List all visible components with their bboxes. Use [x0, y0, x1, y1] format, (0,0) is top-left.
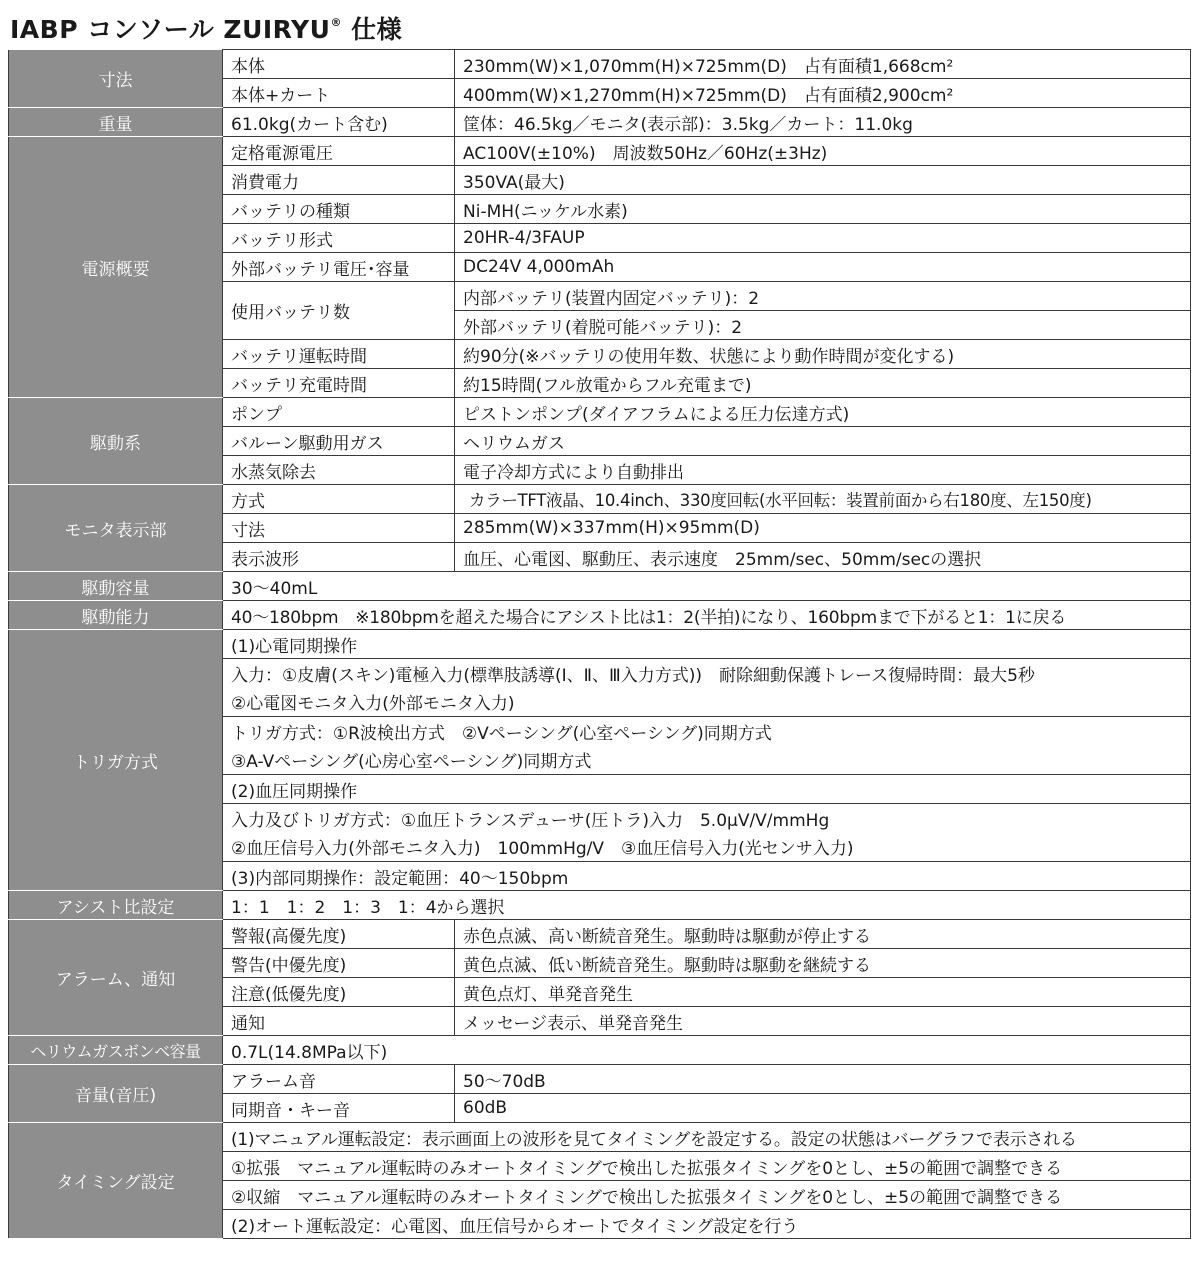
row-value: 電子冷却方式により自動排出	[455, 456, 1191, 485]
row-value: メッセージ表示、単発音発生	[455, 1007, 1191, 1036]
row-label: 警告(中優先度)	[223, 949, 455, 978]
timing-line: (2)オート運転設定：心電図、血圧信号からオートでタイミング設定を行う	[223, 1210, 1191, 1239]
trigger-line: 入力：①皮膚(スキン)電極入力(標準肢誘導(Ⅰ、Ⅱ、Ⅲ入力方式)) 耐除細動保護トレース復帰時間：最大5秒	[223, 659, 1191, 688]
table-row	[9, 398, 1191, 427]
title-main: IABP コンソール ZUIRYU	[10, 15, 331, 44]
row-value: 黄色点灯、単発音発生	[455, 978, 1191, 1007]
row-value: 内部バッテリ(装置内固定バッテリ)：2	[455, 282, 1191, 311]
row-label: 同期音・キー音	[223, 1094, 455, 1123]
row-label: 使用バッテリ数	[223, 282, 455, 340]
category-monitor: モニタ表示部	[9, 485, 223, 572]
trigger-line: ②血圧信号入力(外部モニタ入力) 100mmHg/V ③血圧信号入力(光センサ入力)	[223, 833, 1191, 862]
page-title	[10, 6, 403, 44]
row-value: 20HR-4/3FAUP	[455, 224, 1191, 253]
table-row	[9, 630, 1191, 659]
row-label: 注意(低優先度)	[223, 978, 455, 1007]
row-label: バッテリ運転時間	[223, 340, 455, 369]
category-dimensions: 寸法	[9, 50, 223, 108]
table-row	[9, 1123, 1191, 1152]
category-capacity: 駆動容量	[9, 572, 223, 601]
row-label: 通知	[223, 1007, 455, 1036]
row-value: 350VA(最大)	[455, 166, 1191, 195]
row-label: バルーン駆動用ガス	[223, 427, 455, 456]
title-suffix: 仕様	[351, 15, 403, 44]
table-row	[9, 50, 1191, 79]
row-label: 警報(高優先度)	[223, 920, 455, 949]
row-value: 1：1 1：2 1：3 1：4から選択	[223, 891, 1191, 920]
category-alarm: アラーム、通知	[9, 920, 223, 1036]
timing-line: ②収縮 マニュアル運転時のみオートタイミングで検出した拡張タイミングを0とし、±5の範囲で調整できる	[223, 1181, 1191, 1210]
trigger-line: ②心電図モニタ入力(外部モニタ入力)	[223, 688, 1191, 717]
row-label: 本体	[223, 50, 455, 79]
row-label: 方式	[223, 485, 455, 514]
trigger-line: ③A-Vペーシング(心房心室ペーシング)同期方式	[223, 746, 1191, 775]
trigger-line: トリガ方式：①R波検出方式 ②Vペーシング(心室ペーシング)同期方式	[223, 717, 1191, 746]
table-row	[9, 891, 1191, 920]
row-value: AC100V(±10%) 周波数50Hz／60Hz(±3Hz)	[455, 137, 1191, 166]
row-label: バッテリ充電時間	[223, 369, 455, 398]
row-label: 表示波形	[223, 543, 455, 572]
row-label: アラーム音	[223, 1065, 455, 1094]
row-value: 0.7L(14.8MPa以下)	[223, 1036, 1191, 1065]
table-row	[9, 601, 1191, 630]
category-weight: 重量	[9, 108, 223, 137]
row-value: 黄色点滅、低い断続音発生。駆動時は駆動を継続する	[455, 949, 1191, 978]
row-value: 285mm(W)×337mm(H)×95mm(D)	[455, 514, 1191, 543]
category-drive: 駆動系	[9, 398, 223, 485]
row-label: バッテリの種類	[223, 195, 455, 224]
row-value: 60dB	[455, 1094, 1191, 1123]
row-label: 定格電源電圧	[223, 137, 455, 166]
row-value: 約15時間(フル放電からフル充電まで)	[455, 369, 1191, 398]
row-value: 血圧、心電図、駆動圧、表示速度 25mm/sec、50mm/secの選択	[455, 543, 1191, 572]
row-value: 40〜180bpm ※180bpmを超えた場合にアシスト比は1：2(半拍)になり、160bpmまで下がると1：1に戻る	[223, 601, 1191, 630]
category-ability: 駆動能力	[9, 601, 223, 630]
table-row	[9, 137, 1191, 166]
table-row	[9, 1065, 1191, 1094]
trigger-line: (1)心電同期操作	[223, 630, 1191, 659]
row-value: 赤色点滅、高い断続音発生。駆動時は駆動が停止する	[455, 920, 1191, 949]
row-value: Ni-MH(ニッケル水素)	[455, 195, 1191, 224]
row-value: 外部バッテリ(着脱可能バッテリ)：2	[455, 311, 1191, 340]
category-power: 電源概要	[9, 137, 223, 398]
category-helium: ヘリウムガスボンベ容量	[9, 1036, 223, 1065]
row-value: ヘリウムガス	[455, 427, 1191, 456]
row-value: 230mm(W)×1,070mm(H)×725mm(D) 占有面積1,668cm²	[455, 50, 1191, 79]
row-value: 50〜70dB	[455, 1065, 1191, 1094]
row-label: バッテリ形式	[223, 224, 455, 253]
row-label: 寸法	[223, 514, 455, 543]
spec-table	[8, 49, 1191, 1239]
row-label: ポンプ	[223, 398, 455, 427]
row-value: 約90分(※バッテリの使用年数、状態により動作時間が変化する)	[455, 340, 1191, 369]
row-value: DC24V 4,000mAh	[455, 253, 1191, 282]
category-timing: タイミング設定	[9, 1123, 223, 1239]
row-label: 外部バッテリ電圧･容量	[223, 253, 455, 282]
timing-line: (1)マニュアル運転設定：表示画面上の波形を見てタイミングを設定する。設定の状態はバーグラフで表示される	[223, 1123, 1191, 1152]
row-label: 水蒸気除去	[223, 456, 455, 485]
category-volume: 音量(音圧)	[9, 1065, 223, 1123]
row-value: ピストンポンプ(ダイアフラムによる圧力伝達方式)	[455, 398, 1191, 427]
table-row	[9, 1036, 1191, 1065]
row-value: 筐体：46.5kg／モニタ(表示部)：3.5kg／カート：11.0kg	[455, 108, 1191, 137]
table-row	[9, 920, 1191, 949]
trigger-line: (2)血圧同期操作	[223, 775, 1191, 804]
row-value: 400mm(W)×1,270mm(H)×725mm(D) 占有面積2,900cm²	[455, 79, 1191, 108]
row-label: 本体+カート	[223, 79, 455, 108]
trigger-line: (3)内部同期操作：設定範囲：40〜150bpm	[223, 862, 1191, 891]
row-value: 30〜40mL	[223, 572, 1191, 601]
category-assist: アシスト比設定	[9, 891, 223, 920]
row-value: カラーTFT液晶、10.4inch、330度回転(水平回転：装置前面から右180度、左150度)	[455, 485, 1191, 514]
table-row	[9, 485, 1191, 514]
table-row	[9, 108, 1191, 137]
registered-mark: ®	[330, 16, 342, 29]
row-label: 消費電力	[223, 166, 455, 195]
category-trigger: トリガ方式	[9, 630, 223, 891]
trigger-line: 入力及びトリガ方式：①血圧トランスデューサ(圧トラ)入力 5.0μV/V/mmHg	[223, 804, 1191, 833]
table-row	[9, 572, 1191, 601]
row-label: 61.0kg(カート含む)	[223, 108, 455, 137]
timing-line: ①拡張 マニュアル運転時のみオートタイミングで検出した拡張タイミングを0とし、±5の範囲で調整できる	[223, 1152, 1191, 1181]
